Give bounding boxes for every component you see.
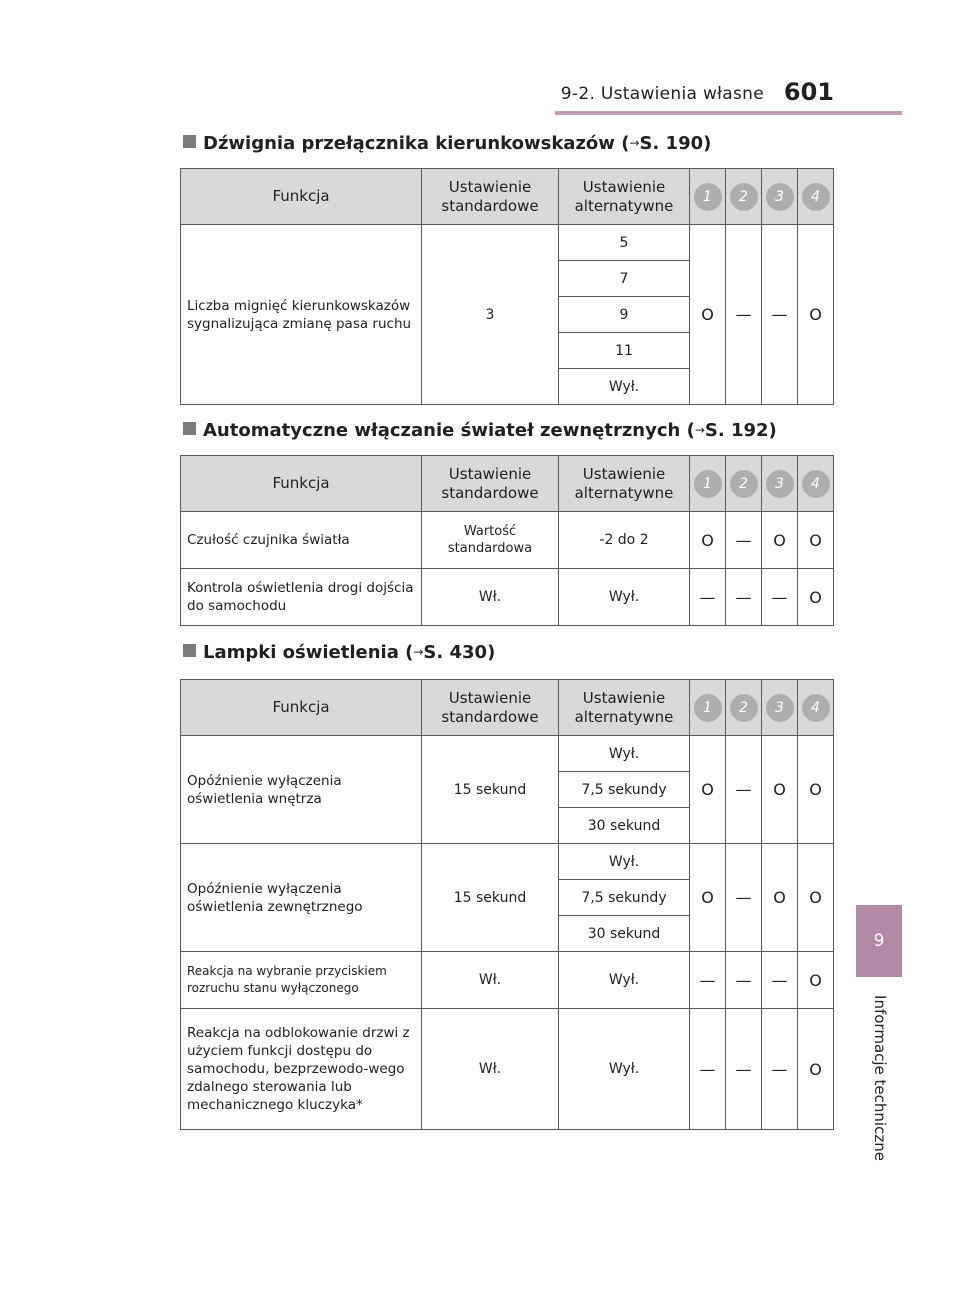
col-default-header: Ustawienie standardowe <box>422 169 559 225</box>
mark-cell: — <box>762 569 798 626</box>
table-row <box>181 569 834 626</box>
square-bullet-icon <box>183 135 196 148</box>
column-2-icon: 2 <box>730 470 758 498</box>
table-auto-lights <box>180 455 834 626</box>
col-alt-header: Ustawienie alternatywne <box>559 169 690 225</box>
function-cell: Czułość czujnika światła <box>181 512 422 569</box>
mark-cell: O <box>798 225 834 405</box>
default-cell: Wł. <box>422 952 559 1009</box>
chapter-tab[interactable]: 9 <box>856 905 902 977</box>
alt-option: Wył. <box>559 844 690 880</box>
default-cell: Wł. <box>422 569 559 626</box>
default-cell: 3 <box>422 225 559 405</box>
page-ref-link[interactable]: S. 430) <box>423 642 496 663</box>
table-row <box>181 952 834 1009</box>
function-cell: Liczba mignięć kierunkowskazów sygnalizująca zmianę pasa ruchu <box>181 225 422 405</box>
arrow-right-icon: → <box>413 645 424 659</box>
table-row <box>181 512 834 569</box>
mark-cell: — <box>726 225 762 405</box>
column-1-icon: 1 <box>694 470 722 498</box>
mark-cell: — <box>726 844 762 952</box>
table-interior-lights <box>180 679 834 1130</box>
mark-cell: — <box>762 952 798 1009</box>
alt-option: 9 <box>559 297 690 333</box>
col-alt-header: Ustawienie alternatywne <box>559 680 690 736</box>
alt-option: 11 <box>559 333 690 369</box>
default-cell: Wł. <box>422 1009 559 1130</box>
mark-cell: O <box>798 736 834 844</box>
function-cell: Opóźnienie wyłączenia oświetlenia wnętrza <box>181 736 422 844</box>
column-2-icon: 2 <box>730 183 758 211</box>
col-func-header: Funkcja <box>181 456 422 512</box>
mark-cell: O <box>690 844 726 952</box>
mark-cell: — <box>690 569 726 626</box>
mark-cell: — <box>726 736 762 844</box>
table-header-row <box>181 169 834 225</box>
square-bullet-icon <box>183 422 196 435</box>
alt-cell: Wył. <box>559 569 690 626</box>
page-ref-link[interactable]: S. 190) <box>639 133 712 154</box>
column-1-icon: 1 <box>694 183 722 211</box>
alt-option: Wył. <box>559 736 690 772</box>
mark-cell: O <box>690 225 726 405</box>
table-row <box>181 844 834 880</box>
default-cell: Wartość standardowa <box>422 512 559 569</box>
table-row <box>181 1009 834 1130</box>
column-4-icon: 4 <box>802 183 830 211</box>
square-bullet-icon <box>183 644 196 657</box>
table-header-row <box>181 456 834 512</box>
mark-cell: O <box>762 844 798 952</box>
alt-cell: -2 do 2 <box>559 512 690 569</box>
mark-cell: O <box>762 512 798 569</box>
mark-cell: O <box>798 952 834 1009</box>
function-cell: Reakcja na wybranie przyciskiem rozruchu stanu wyłączonego <box>181 952 422 1009</box>
mark-cell: O <box>690 512 726 569</box>
function-cell: Kontrola oświetlenia drogi dojścia do samochodu <box>181 569 422 626</box>
mark-cell: — <box>726 512 762 569</box>
section-title: 9-2. Ustawienia własne <box>560 84 764 104</box>
mark-cell: — <box>690 952 726 1009</box>
mark-cell: O <box>798 569 834 626</box>
mark-cell: — <box>726 569 762 626</box>
mark-cell: — <box>726 952 762 1009</box>
alt-option: 5 <box>559 225 690 261</box>
table-row <box>181 736 834 772</box>
col-func-header: Funkcja <box>181 169 422 225</box>
section-heading-1: Dźwignia przełącznika kierunkowskazów (→S. 190) <box>183 133 711 154</box>
mark-cell: O <box>762 736 798 844</box>
alt-option: 7,5 sekundy <box>559 880 690 916</box>
table-row <box>181 225 834 261</box>
alt-option: 30 sekund <box>559 916 690 952</box>
alt-option: 7 <box>559 261 690 297</box>
mark-cell: O <box>798 512 834 569</box>
alt-option: Wył. <box>559 369 690 405</box>
section-heading-3: Lampki oświetlenia (→S. 430) <box>183 642 495 663</box>
table-header-row <box>181 680 834 736</box>
column-2-icon: 2 <box>730 694 758 722</box>
header-rule <box>555 111 902 115</box>
mark-cell: — <box>726 1009 762 1130</box>
mark-cell: O <box>690 736 726 844</box>
mark-cell: — <box>762 225 798 405</box>
page-number: 601 <box>783 78 834 106</box>
col-default-header: Ustawienie standardowe <box>422 456 559 512</box>
mark-cell: O <box>798 1009 834 1130</box>
arrow-right-icon: → <box>694 423 705 437</box>
column-3-icon: 3 <box>766 470 794 498</box>
col-alt-header: Ustawienie alternatywne <box>559 456 690 512</box>
mark-cell: — <box>690 1009 726 1130</box>
col-default-header: Ustawienie standardowe <box>422 680 559 736</box>
alt-cell: Wył. <box>559 1009 690 1130</box>
column-3-icon: 3 <box>766 694 794 722</box>
mark-cell: O <box>798 844 834 952</box>
alt-cell: Wył. <box>559 952 690 1009</box>
chapter-label <box>867 985 893 1170</box>
alt-option: 7,5 sekundy <box>559 772 690 808</box>
chapter-label-text: Informacje techniczne <box>871 994 889 1161</box>
alt-option: 30 sekund <box>559 808 690 844</box>
default-cell: 15 sekund <box>422 736 559 844</box>
table-turn-signal <box>180 168 834 405</box>
page-ref-link[interactable]: S. 192) <box>704 420 777 441</box>
section-heading-2: Automatyczne włączanie świateł zewnętrznych (→S. 192) <box>183 420 777 441</box>
column-4-icon: 4 <box>802 694 830 722</box>
page-header <box>0 0 960 120</box>
column-3-icon: 3 <box>766 183 794 211</box>
col-func-header: Funkcja <box>181 680 422 736</box>
arrow-right-icon: → <box>629 136 640 150</box>
function-cell: Opóźnienie wyłączenia oświetlenia zewnętrznego <box>181 844 422 952</box>
column-1-icon: 1 <box>694 694 722 722</box>
column-4-icon: 4 <box>802 470 830 498</box>
default-cell: 15 sekund <box>422 844 559 952</box>
function-cell: Reakcja na odblokowanie drzwi z użyciem funkcji dostępu do samochodu, bezprzewodo-wego zdalnego sterowania lub mechanicznego kluczyka* <box>181 1009 422 1130</box>
mark-cell: — <box>762 1009 798 1130</box>
